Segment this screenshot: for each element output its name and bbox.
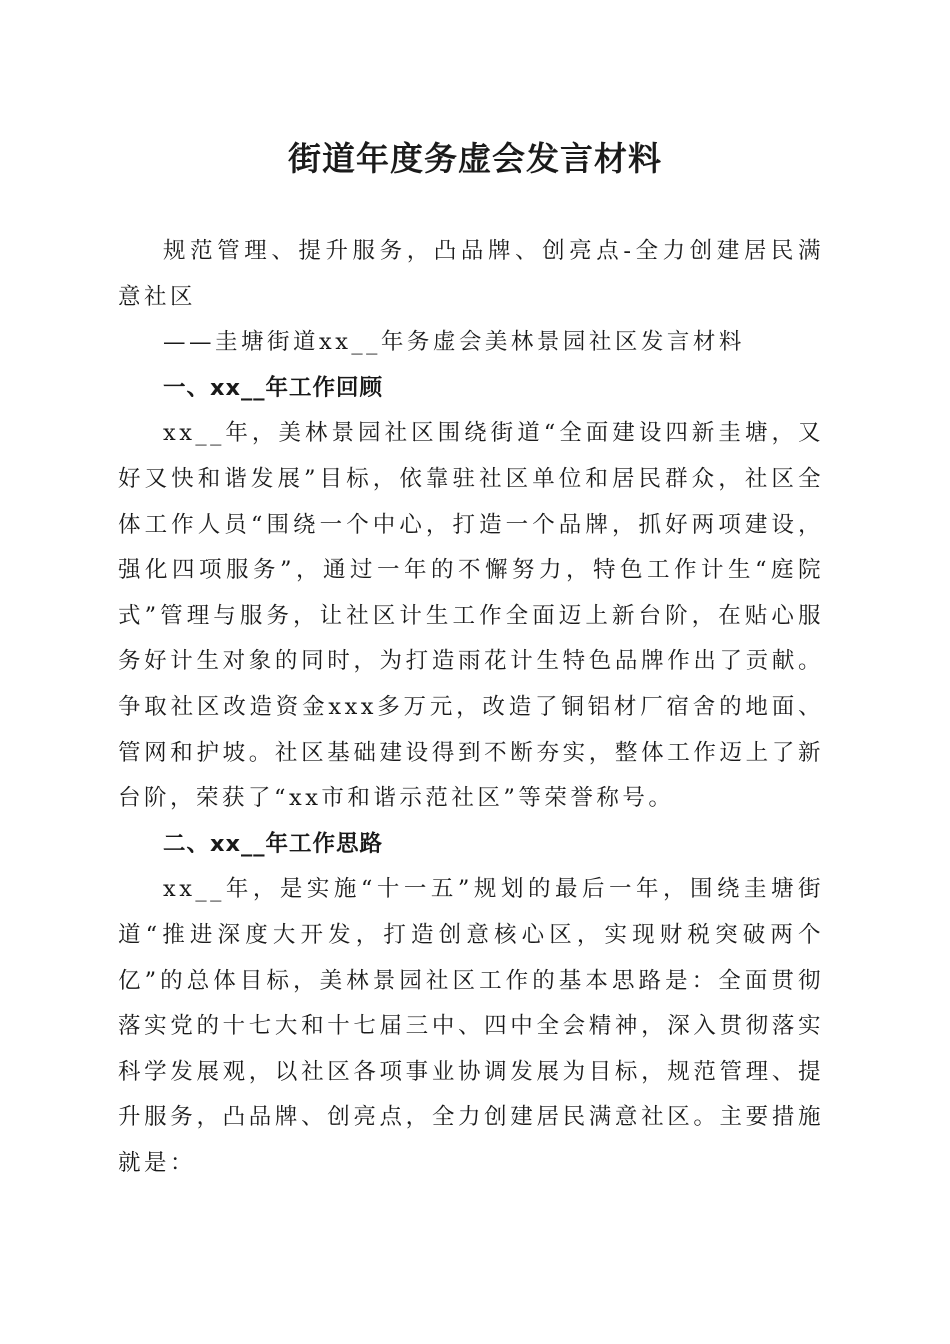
document-body <box>118 229 824 1186</box>
subtitle-paragraph: 规范管理、提升服务，凸品牌、创亮点-全力创建居民满意社区 <box>118 238 824 310</box>
section-2-heading: 二、xx__年工作思路 <box>163 830 384 857</box>
byline-paragraph: ——圭塘街道xx__年务虚会美林景园社区发言材料 <box>163 329 745 356</box>
section-1-paragraph: xx__年，美林景园社区围绕街道“全面建设四新圭塘，又好又快和谐发展”目标，依靠驻社区单位和居民群众，社区全体工作人员“围绕一个中心，打造一个品牌，抓好两项建设，强化四项服务”，通过一年的不懈努力，特色工作计生“庭院式”管理与服务，让社区计生工作全面迈上新台阶，在贴心服务好计生对象的同时，为打造雨花计生特色品牌作出了贡献。争取社区改造资金xxx多万元，改造了铜铝材厂宿舍的地面、管网和护坡。社区基础建设得到不断夯实，整体工作迈上了新台阶，荣获了“xx市和谐示范社区”等荣誉称号。 <box>118 420 824 812</box>
section-2-paragraph: xx__年，是实施“十一五”规划的最后一年，围绕圭塘街道“推进深度大开发，打造创意核心区，实现财税突破两个亿”的总体目标，美林景园社区工作的基本思路是：全面贯彻落实党的十七大和十七届三中、四中全会精神，深入贯彻落实科学发展观，以社区各项事业协调发展为目标，规范管理、提升服务，凸品牌、创亮点，全力创建居民满意社区。主要措施就是： <box>118 876 824 1176</box>
section-1-heading: 一、xx__年工作回顾 <box>163 374 384 401</box>
document-title: 街道年度务虚会发言材料 <box>288 139 662 178</box>
